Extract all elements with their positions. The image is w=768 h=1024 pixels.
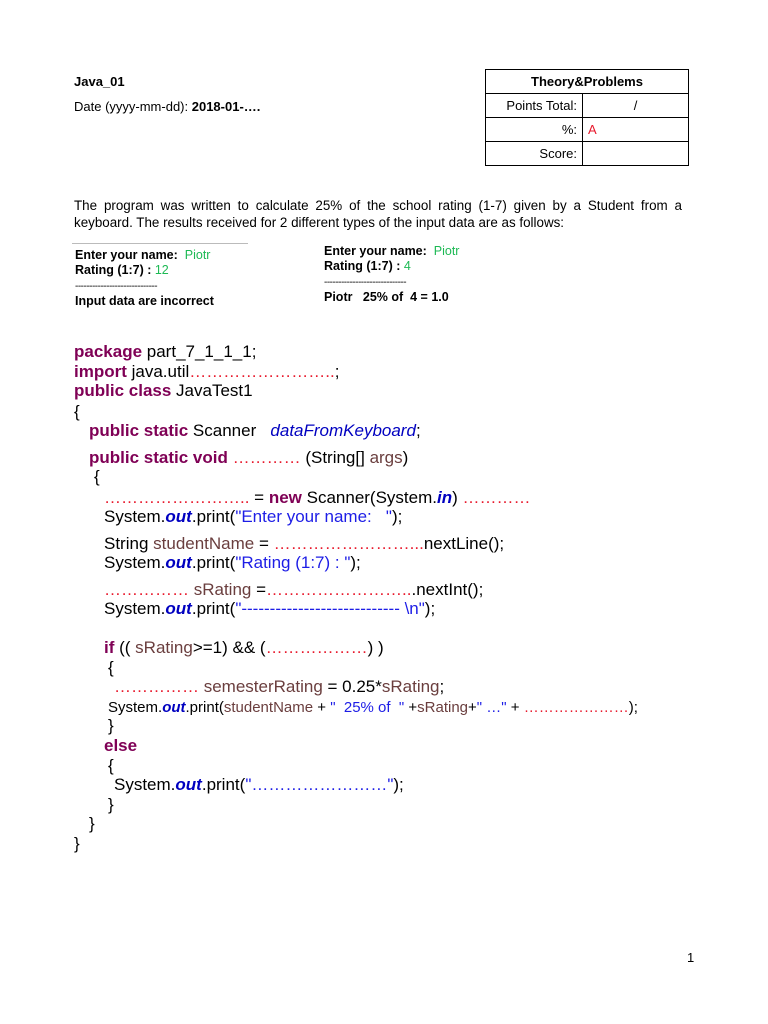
console-output-right — [324, 244, 459, 305]
code-line-else — [104, 736, 137, 756]
code-line-brace: } — [108, 795, 114, 814]
variable: sRating — [189, 580, 252, 599]
page-number: 1 — [687, 950, 695, 965]
code-line-if — [104, 638, 384, 658]
code-text: .print( — [191, 553, 236, 572]
console-right-prompt: Enter your name: — [324, 244, 434, 258]
score-table — [485, 69, 689, 166]
code-line-class — [74, 381, 253, 401]
code-text: System. — [104, 599, 166, 618]
code-text: + — [404, 699, 418, 716]
code-text: nextLine(); — [423, 534, 505, 553]
field-name: out — [175, 775, 202, 794]
code-text: + — [506, 699, 524, 716]
code-line-print-else — [114, 775, 404, 795]
keyword: else — [104, 736, 138, 755]
code-text: = — [249, 488, 269, 507]
code-line-brace: } — [89, 814, 95, 833]
code-text: .print( — [185, 699, 224, 716]
code-text: java.util — [126, 362, 190, 381]
blank-fill: …………… — [104, 580, 189, 599]
field-name: out — [165, 599, 192, 618]
code-text: .print( — [191, 599, 236, 618]
console-right-rating: 4 — [403, 259, 411, 273]
code-line-read-name — [104, 534, 504, 554]
variable: args — [369, 448, 403, 467]
code-text: ); — [391, 507, 403, 526]
code-text: ) — [402, 448, 409, 467]
string-literal: " 25% of " — [330, 699, 405, 716]
console-left-rating-label: Rating (1:7) : — [75, 263, 155, 277]
console-left-rating: 12 — [154, 263, 169, 277]
console-right-dashes: ----------------------------- — [324, 277, 407, 288]
console-left-dashes: ----------------------------- — [75, 281, 158, 292]
console-right-result: Piotr 25% of 4 = 1.0 — [324, 290, 449, 304]
string-literal: "……………………" — [245, 775, 394, 794]
code-text: .print( — [191, 507, 236, 526]
code-text: JavaTest1 — [171, 381, 253, 400]
code-text: (( — [114, 638, 136, 657]
points-row — [486, 94, 689, 118]
score-value — [583, 142, 689, 166]
code-line-print-rating — [104, 553, 361, 573]
code-text: (String[] — [300, 448, 370, 467]
code-text: ; — [334, 362, 340, 381]
code-line-import — [74, 362, 339, 382]
code-text: ); — [393, 775, 404, 794]
code-text: = — [251, 580, 267, 599]
string-literal: "Rating (1:7) : " — [235, 553, 351, 572]
console-left-prompt: Enter your name: — [75, 248, 185, 262]
code-text: = — [254, 534, 274, 553]
code-line-semester — [114, 677, 444, 697]
document-title: Java_01 — [74, 74, 125, 89]
field-name: out — [165, 507, 192, 526]
keyword: public class — [74, 381, 172, 400]
code-text: ; — [415, 421, 421, 440]
console-left-top-rule — [72, 243, 248, 244]
code-line-brace: { — [74, 402, 80, 421]
percent-row — [486, 118, 689, 142]
string-literal: "Enter your name: " — [235, 507, 392, 526]
keyword: import — [74, 362, 127, 381]
code-line-print-dashes — [104, 599, 435, 619]
string-literal: " …" — [476, 699, 507, 716]
code-text: + — [313, 699, 331, 716]
code-text: ); — [424, 599, 436, 618]
variable: studentName — [153, 534, 255, 553]
code-text: Scanner — [188, 421, 271, 440]
code-line-brace: { — [108, 756, 114, 775]
console-output-left — [75, 248, 214, 309]
blank-fill: ………… — [227, 448, 301, 467]
code-text: System. — [108, 699, 163, 716]
blank-fill: …………………….. — [266, 580, 412, 599]
code-text: = 0.25* — [322, 677, 382, 696]
blank-fill: ………………… — [523, 699, 629, 716]
code-text: + — [468, 699, 477, 716]
score-row — [486, 142, 689, 166]
variable: studentName — [223, 699, 314, 716]
variable: sRating — [135, 638, 193, 657]
variable: semesterRating — [199, 677, 323, 696]
blank-fill: ………… — [457, 488, 531, 507]
score-table-header-row — [486, 70, 689, 94]
keyword: public static — [89, 421, 189, 440]
blank-fill: …………… — [114, 677, 199, 696]
console-left-name: Piotr — [184, 248, 211, 262]
intro-paragraph: The program was written to calculate 25% of the school rating (1-7) given by a Student from a keyboard. The results received for 2 different types of the input data are as follows: — [74, 198, 682, 230]
keyword: new — [268, 488, 302, 507]
blank-fill: …………………….. — [189, 362, 335, 381]
code-text: ) ) — [367, 638, 384, 657]
keyword: public static void — [89, 448, 228, 467]
percent-label: %: — [486, 118, 583, 142]
code-line-method — [89, 448, 408, 468]
code-line-package — [74, 342, 256, 362]
code-text: System. — [104, 553, 166, 572]
variable: sRating — [381, 677, 440, 696]
percent-value: A — [583, 118, 689, 142]
score-table-title: Theory&Problems — [486, 70, 689, 94]
code-line-print-result — [108, 698, 638, 718]
code-text: .print( — [201, 775, 246, 794]
code-text: Scanner(System. — [301, 488, 437, 507]
score-label: Score: — [486, 142, 583, 166]
blank-fill: ……………… — [265, 638, 368, 657]
string-literal: "---------------------------- \n" — [235, 599, 425, 618]
code-text: .nextInt(); — [411, 580, 484, 599]
code-text: part_7_1_1_1; — [142, 342, 257, 361]
date-value: 2018-01-…. — [191, 99, 261, 114]
console-right-name: Piotr — [433, 244, 460, 258]
points-value: / — [583, 94, 689, 118]
code-text: ; — [439, 677, 445, 696]
code-line-print-name — [104, 507, 402, 527]
code-text: ); — [628, 699, 638, 716]
date-label: Date (yyyy-mm-dd): — [74, 99, 192, 114]
blank-fill: …………………….. — [104, 488, 250, 507]
code-line-scanner — [104, 488, 531, 508]
code-text: ) — [452, 488, 458, 507]
code-line-brace: } — [74, 834, 80, 853]
keyword: if — [104, 638, 115, 657]
field-name: out — [162, 699, 186, 716]
code-line-read-rating — [104, 580, 483, 600]
code-text: System. — [114, 775, 176, 794]
code-text: >=1) && ( — [192, 638, 266, 657]
code-text: String — [104, 534, 154, 553]
code-line-brace: { — [108, 658, 114, 677]
blank-fill: ……………………... — [273, 534, 424, 553]
field-name: dataFromKeyboard — [270, 421, 416, 440]
code-line-field — [89, 421, 421, 441]
console-left-result: Input data are incorrect — [75, 294, 214, 308]
points-label: Points Total: — [486, 94, 583, 118]
field-name: in — [437, 488, 453, 507]
date-line — [74, 99, 260, 114]
console-right-rating-label: Rating (1:7) : — [324, 259, 404, 273]
keyword: package — [74, 342, 143, 361]
code-text: System. — [104, 507, 166, 526]
variable: sRating — [417, 699, 469, 716]
code-text: ); — [350, 553, 361, 572]
field-name: out — [165, 553, 192, 572]
code-line-brace: { — [94, 467, 100, 486]
code-line-brace: } — [108, 716, 114, 735]
